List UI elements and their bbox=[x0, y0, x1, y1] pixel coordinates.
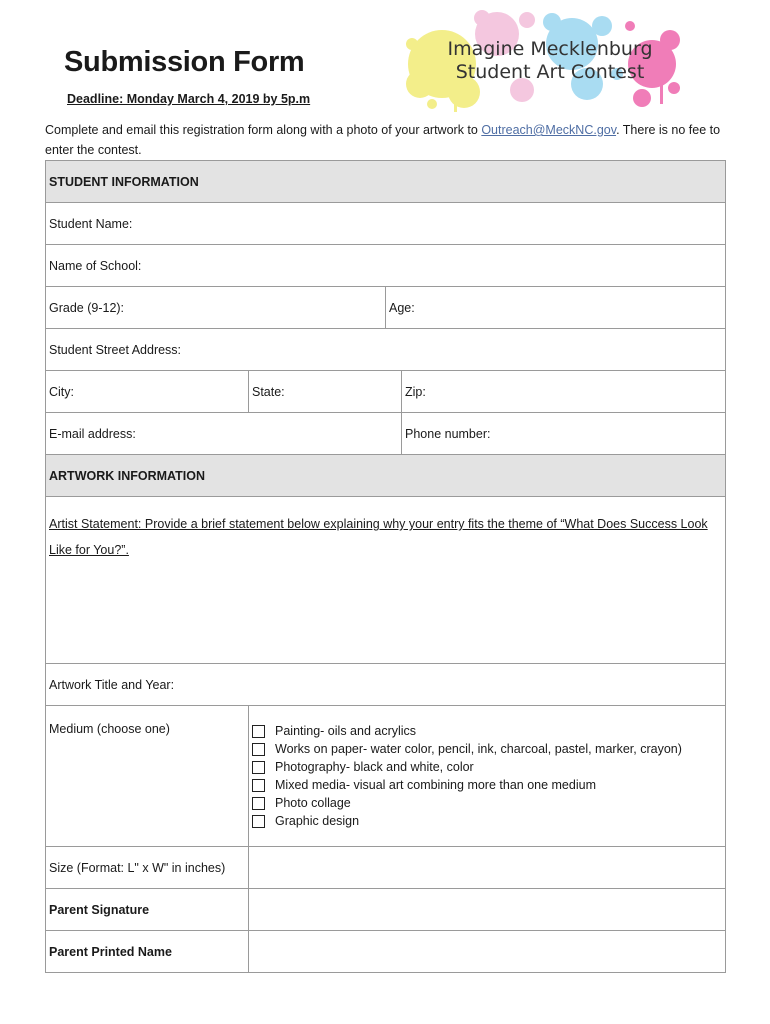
age-field[interactable]: Age: bbox=[386, 287, 726, 329]
email-field[interactable]: E-mail address: bbox=[46, 413, 402, 455]
medium-option-works-on-paper[interactable] bbox=[252, 740, 722, 758]
parent-signature-input[interactable] bbox=[249, 889, 726, 931]
size-input[interactable] bbox=[249, 847, 726, 889]
medium-label: Medium (choose one) bbox=[46, 706, 249, 847]
logo-text bbox=[440, 38, 660, 84]
street-address-field[interactable]: Student Street Address: bbox=[46, 329, 726, 371]
state-field[interactable]: State: bbox=[249, 371, 402, 413]
medium-options bbox=[249, 706, 726, 847]
checkbox-icon[interactable] bbox=[252, 815, 265, 828]
size-label: Size (Format: L" x W" in inches) bbox=[46, 847, 249, 889]
page-title: Submission Form bbox=[64, 46, 305, 78]
parent-printed-name-label: Parent Printed Name bbox=[46, 931, 249, 973]
medium-option-label: Graphic design bbox=[275, 814, 360, 828]
checkbox-icon[interactable] bbox=[252, 725, 265, 738]
medium-option-photo-collage[interactable] bbox=[252, 794, 722, 812]
logo-line-1: Imagine Mecklenburg bbox=[447, 38, 653, 60]
phone-field[interactable]: Phone number: bbox=[402, 413, 726, 455]
parent-printed-name-input[interactable] bbox=[249, 931, 726, 973]
parent-signature-label: Parent Signature bbox=[46, 889, 249, 931]
artist-statement-prompt: Artist Statement: Provide a brief statement below explaining why your entry fits the theme of “What Does Success Look Like for You?”. bbox=[49, 517, 708, 557]
city-field[interactable]: City: bbox=[46, 371, 249, 413]
checkbox-icon[interactable] bbox=[252, 761, 265, 774]
checkbox-icon[interactable] bbox=[252, 779, 265, 792]
medium-option-mixed-media[interactable] bbox=[252, 776, 722, 794]
intro-paragraph bbox=[45, 120, 725, 160]
zip-field[interactable]: Zip: bbox=[402, 371, 726, 413]
contact-email-link[interactable]: Outreach@MeckNC.gov bbox=[481, 123, 617, 137]
artwork-information-heading: ARTWORK INFORMATION bbox=[46, 455, 726, 497]
artwork-title-year-field[interactable]: Artwork Title and Year: bbox=[46, 664, 726, 706]
deadline: Deadline: Monday March 4, 2019 by 5p.m bbox=[67, 92, 311, 106]
student-information-heading: STUDENT INFORMATION bbox=[46, 161, 726, 203]
medium-option-graphic-design[interactable] bbox=[252, 812, 722, 830]
registration-form-table bbox=[45, 160, 726, 973]
grade-field[interactable]: Grade (9-12): bbox=[46, 287, 386, 329]
checkbox-icon[interactable] bbox=[252, 743, 265, 756]
artist-statement-field[interactable] bbox=[46, 497, 726, 664]
medium-option-label: Painting- oils and acrylics bbox=[275, 724, 417, 738]
medium-option-painting[interactable] bbox=[252, 722, 722, 740]
logo-line-2: Student Art Contest bbox=[455, 61, 645, 83]
student-name-field[interactable]: Student Name: bbox=[46, 203, 726, 245]
checkbox-icon[interactable] bbox=[252, 797, 265, 810]
intro-text-before: Complete and email this registration form along with a photo of your artwork to bbox=[45, 123, 482, 137]
medium-option-label: Mixed media- visual art combining more than one medium bbox=[275, 778, 596, 792]
medium-option-label: Photo collage bbox=[275, 796, 351, 810]
intro-text-after: . There is no fee to enter the contest. bbox=[45, 123, 721, 157]
medium-option-label: Photography- black and white, color bbox=[275, 760, 474, 774]
medium-option-photography[interactable] bbox=[252, 758, 722, 776]
medium-option-label: Works on paper- water color, pencil, ink, charcoal, pastel, marker, crayon) bbox=[275, 742, 682, 756]
school-name-field[interactable]: Name of School: bbox=[46, 245, 726, 287]
